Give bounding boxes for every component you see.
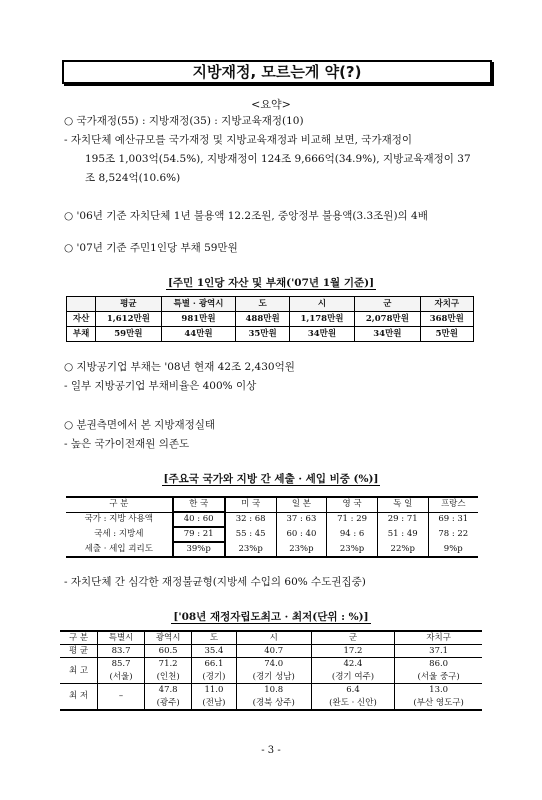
row-label: 최 저 bbox=[60, 684, 98, 710]
table-header-cell: 일 본 bbox=[276, 497, 327, 512]
table-row bbox=[66, 527, 478, 542]
table-cell: (완도 · 신안) bbox=[311, 697, 395, 710]
table-cell: 981만원 bbox=[161, 312, 236, 327]
table-cell: (인천) bbox=[145, 671, 192, 684]
table-header-cell: 자치구 bbox=[395, 631, 482, 645]
row-label: 국가 : 지방 사용액 bbox=[84, 514, 154, 525]
table-header-cell: 영 국 bbox=[327, 497, 378, 512]
table-cell: 71.2 bbox=[145, 658, 192, 671]
table-header-cell: 도 bbox=[236, 297, 289, 312]
table2-title: [주요국 국가와 지방 간 세출 · 세입 비중 (%)] bbox=[163, 473, 379, 485]
row-label: 부채 bbox=[67, 327, 96, 342]
table-cell: 34만원 bbox=[355, 327, 420, 342]
table-cell: 94 : 6 bbox=[327, 527, 378, 542]
table-cell: 488만원 bbox=[236, 312, 289, 327]
table-cell: 13.0 bbox=[395, 684, 482, 697]
summary-heading: <요약> bbox=[251, 98, 291, 111]
table-cell: 35만원 bbox=[236, 327, 289, 342]
table-header-cell: 시 bbox=[236, 631, 311, 645]
bullet-decentralization-detail: - 높은 국가이전재원 의존도 bbox=[64, 438, 190, 450]
table-row bbox=[67, 312, 474, 327]
table-cell: 37 : 63 bbox=[276, 512, 327, 527]
table-cell: 74.0 bbox=[236, 658, 311, 671]
row-label: 자산 bbox=[67, 312, 96, 327]
table-row bbox=[67, 327, 474, 342]
bullet-per-capita-debt: ○ '07년 기준 주민1인당 부채 59만원 bbox=[64, 242, 238, 254]
table-row bbox=[60, 684, 482, 697]
table-cell: 59만원 bbox=[96, 327, 161, 342]
row-label: 최 고 bbox=[60, 658, 98, 684]
page-title: 지방재정, 모르는게 약(?) bbox=[62, 60, 492, 84]
bullet-fiscal-ratio-detail-2: 195조 1,003억(54.5%), 지방재정이 124조 9,666억(34.9%), 지방교육재정이 37 bbox=[85, 153, 471, 165]
table-cell: 23%p bbox=[276, 542, 327, 557]
table-header-row bbox=[60, 631, 482, 645]
table-cell: 5만원 bbox=[420, 327, 473, 342]
table-header-cell: 구 분 bbox=[60, 631, 98, 645]
table-cell: (경기 여주) bbox=[311, 671, 395, 684]
table-cell: 35.4 bbox=[192, 645, 237, 658]
table-row bbox=[60, 658, 482, 671]
table-cell: 39%p bbox=[173, 542, 225, 557]
table1-title: [주민 1인당 자산 및 부채('07년 1월 기준)] bbox=[167, 277, 375, 289]
table-header-cell: 군 bbox=[311, 631, 395, 645]
table-header-cell: 군 bbox=[355, 297, 420, 312]
fiscal-independence-table bbox=[60, 630, 482, 711]
table-header-row bbox=[67, 297, 474, 312]
page-number: - 3 - bbox=[261, 745, 281, 756]
bullet-fiscal-imbalance: - 자치단체 간 심각한 재정불균형(지방세 수입의 60% 수도권집중) bbox=[64, 576, 366, 588]
table-cell: 44만원 bbox=[161, 327, 236, 342]
table-cell: 85.7 bbox=[98, 658, 145, 671]
intl-expenditure-revenue-table bbox=[66, 496, 478, 558]
table-header-cell bbox=[67, 297, 96, 312]
table-header-cell: 독 일 bbox=[377, 497, 428, 512]
table-cell: 22%p bbox=[377, 542, 428, 557]
table-cell: 51 : 49 bbox=[377, 527, 428, 542]
table-row bbox=[60, 671, 482, 684]
table-cell: 23%p bbox=[225, 542, 276, 557]
table-cell: 11.0 bbox=[192, 684, 237, 697]
table-cell: 55 : 45 bbox=[225, 527, 276, 542]
table-header-cell: 한 국 bbox=[173, 497, 225, 512]
table-header-cell: 시 bbox=[289, 297, 354, 312]
table-header-cell: 자치구 bbox=[420, 297, 473, 312]
table-cell: 17.2 bbox=[311, 645, 395, 658]
table-cell: 79 : 21 bbox=[173, 527, 225, 542]
table-cell: 34만원 bbox=[289, 327, 354, 342]
row-label: 국세 : 지방세 bbox=[94, 529, 144, 539]
table-cell: 47.8 bbox=[145, 684, 192, 697]
table-header-cell: 미 국 bbox=[225, 497, 276, 512]
table-header-cell: 특별 · 광역시 bbox=[161, 297, 236, 312]
table-cell: 66.1 bbox=[192, 658, 237, 671]
bullet-fiscal-ratio-detail-3: 조 8,524억(10.6%) bbox=[85, 172, 181, 184]
table-header-cell: 평균 bbox=[96, 297, 161, 312]
table-cell: (전남) bbox=[192, 697, 237, 710]
per-capita-asset-debt-table bbox=[66, 296, 474, 342]
table-header-cell: 도 bbox=[192, 631, 237, 645]
table-cell: – bbox=[98, 684, 145, 710]
bullet-public-enterprise-debt: ○ 지방공기업 부채는 '08년 현재 42조 2,430억원 bbox=[64, 361, 295, 373]
table-cell: (서울) bbox=[98, 671, 145, 684]
table-cell: 1,612만원 bbox=[96, 312, 161, 327]
table-cell: 32 : 68 bbox=[225, 512, 276, 527]
row-label: 세출 · 세입 괴리도 bbox=[66, 542, 173, 557]
table-cell: 40 : 60 bbox=[173, 512, 225, 527]
bullet-decentralization: ○ 분권측면에서 본 지방재정실태 bbox=[64, 419, 216, 431]
bullet-fiscal-ratio: ○ 국가재정(55) : 지방재정(35) : 지방교육재정(10) bbox=[64, 115, 304, 127]
table-cell: 83.7 bbox=[98, 645, 145, 658]
table-header-cell: 광역시 bbox=[145, 631, 192, 645]
table-cell: 368만원 bbox=[420, 312, 473, 327]
table3-title: ['08년 재정자립도최고 · 최저(단위 : %)] bbox=[173, 611, 369, 623]
bullet-fiscal-ratio-detail-1: - 자치단체 예산규모를 국가재정 및 지방교육재정과 비교해 보면, 국가재정이 bbox=[64, 134, 413, 146]
table-cell: 40.7 bbox=[236, 645, 311, 658]
table-cell: 71 : 29 bbox=[327, 512, 378, 527]
row-label: 평 균 bbox=[60, 645, 98, 658]
table-cell: (부산 영도구) bbox=[395, 697, 482, 710]
table-header-row bbox=[66, 497, 478, 512]
table-cell: (광주) bbox=[145, 697, 192, 710]
table-cell: 29 : 71 bbox=[377, 512, 428, 527]
table-cell: (경기) bbox=[192, 671, 237, 684]
table-cell: 37.1 bbox=[395, 645, 482, 658]
table-cell: (서울 중구) bbox=[395, 671, 482, 684]
table-cell: 6.4 bbox=[311, 684, 395, 697]
table-cell: 60.5 bbox=[145, 645, 192, 658]
bullet-public-enterprise-debt-detail: - 일부 지방공기업 부채비율은 400% 이상 bbox=[64, 380, 257, 392]
table-cell: 9%p bbox=[428, 542, 478, 557]
table-cell: (경북 상주) bbox=[236, 697, 311, 710]
table-cell: 60 : 40 bbox=[276, 527, 327, 542]
table-cell: 86.0 bbox=[395, 658, 482, 671]
table-cell: 1,178만원 bbox=[289, 312, 354, 327]
table-cell: 69 : 31 bbox=[428, 512, 478, 527]
bullet-unused-budget: ○ '06년 기준 자치단체 1년 불용액 12.2조원, 중앙정부 불용액(3.3조원)의 4배 bbox=[64, 210, 428, 222]
table-row bbox=[66, 542, 478, 557]
table-cell: 78 : 22 bbox=[428, 527, 478, 542]
table-row bbox=[60, 645, 482, 658]
table-cell: 10.8 bbox=[236, 684, 311, 697]
table-cell: 23%p bbox=[327, 542, 378, 557]
table-row bbox=[66, 512, 478, 527]
table-header-cell: 구 분 bbox=[66, 497, 173, 512]
table-cell: 2,078만원 bbox=[355, 312, 420, 327]
table-cell: (경기 성남) bbox=[236, 671, 311, 684]
table-header-cell: 프랑스 bbox=[428, 497, 478, 512]
table-header-cell: 특별시 bbox=[98, 631, 145, 645]
table-cell: 42.4 bbox=[311, 658, 395, 671]
